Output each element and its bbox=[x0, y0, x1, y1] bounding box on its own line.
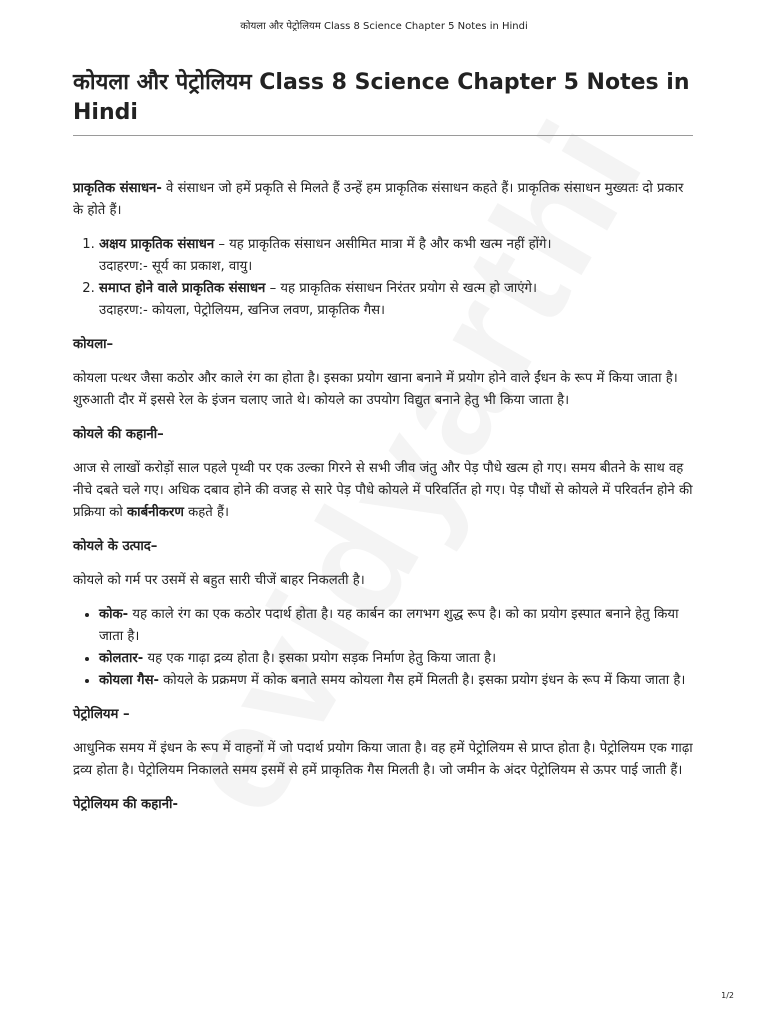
coal-products-paragraph: कोयले को गर्म पर उसमें से बहुत सारी चीजें बाहर निकलती है। bbox=[73, 573, 365, 588]
article-body bbox=[73, 178, 693, 828]
resource-type-term: समाप्त होने वाले प्राकृतिक संसाधन bbox=[99, 281, 266, 296]
intro-term: प्राकृतिक संसाधन- bbox=[73, 181, 162, 196]
page-header: कोयला और पेट्रोलियम Class 8 Science Chapter 5 Notes in Hindi bbox=[240, 21, 528, 32]
list-item bbox=[99, 604, 693, 648]
product-term: कोक- bbox=[99, 607, 129, 622]
list-item bbox=[99, 648, 693, 670]
petroleum-story-heading: पेट्रोलियम की कहानी- bbox=[73, 797, 178, 812]
coal-story-paragraph bbox=[73, 458, 693, 524]
resource-type-text: – यह प्राकृतिक संसाधन निरंतर प्रयोग से खत्म हो जाएंगे। bbox=[265, 281, 537, 296]
coal-products-heading: कोयले के उत्पाद– bbox=[73, 539, 158, 554]
page-number: 1/2 bbox=[721, 991, 734, 1000]
coal-heading: कोयला– bbox=[73, 337, 114, 352]
product-term: कोयला गैस- bbox=[99, 673, 159, 688]
intro-text: वे संसाधन जो हमें प्रकृति से मिलते हैं उन्हें हम प्राकृतिक संसाधन कहते हैं। प्राकृतिक संसाधन मुख्यतः दो प्रकार के होते हैं। bbox=[73, 181, 684, 218]
petroleum-heading: पेट्रोलियम – bbox=[73, 707, 130, 722]
intro-paragraph bbox=[73, 178, 693, 222]
resource-type-text: – यह प्राकृतिक संसाधन असीमित मात्रा में है और कभी खत्म नहीं होंगे। bbox=[214, 237, 552, 252]
coal-story-text: आज से लाखों करोड़ों साल पहले पृथ्वी पर एक उल्का गिरने से सभी जीव जंतु और पेड़ पौधे खत्म हो गए। समय बीतने के साथ वह नीचे दबते चले गए। अधिक दबाव होने की वजह से सारे पेड़ पौधे कोयले में परिवर्तित हो गए। पेड़ पौधों से कोयले में परिवर्तन होने की प्रक्रिया को bbox=[73, 461, 693, 520]
product-text: यह काले रंग का एक कठोर पदार्थ होता है। यह कार्बन का लगभग शुद्ध रूप है। को का प्रयोग इस्पात बनाने हेतु किया जाता है। bbox=[99, 607, 679, 644]
coal-products-list bbox=[73, 604, 693, 692]
resource-type-example: उदाहरण:- कोयला, पेट्रोलियम, खनिज लवण, प्राकृतिक गैस। bbox=[99, 303, 386, 318]
page-title: कोयला और पेट्रोलियम Class 8 Science Chapter 5 Notes in Hindi bbox=[73, 70, 690, 125]
coal-paragraph: कोयला पत्थर जैसा कठोर और काले रंग का होता है। इसका प्रयोग खाना बनाने में प्रयोग होने वाले ईंधन के रूप में किया जाता है। शुरुआती दौर में इससे रेल के इंजन चलाए जाते थे। कोयले का उपयोग विद्युत बनाने हेतु भी किया जाता है। bbox=[73, 371, 678, 408]
list-item bbox=[99, 278, 693, 322]
resource-type-term: अक्षय प्राकृतिक संसाधन bbox=[99, 237, 215, 252]
resource-types-list bbox=[73, 234, 693, 322]
list-item bbox=[99, 670, 693, 692]
coal-story-heading: कोयले की कहानी– bbox=[73, 427, 164, 442]
carbonisation-term: कार्बनीकरण bbox=[127, 505, 184, 520]
petroleum-paragraph: आधुनिक समय में इंधन के रूप में वाहनों में जो पदार्थ प्रयोग किया जाता है। वह हमें पेट्रोलियम से प्राप्त होता है। पेट्रोलियम एक गाढ़ा द्रव्य होता है। पेट्रोलियम निकालते समय इसमें से हमें प्राकृतिक गैस मिलती है। जो जमीन के अंदर पेट्रोलियम से ऊपर पाई जाती हैं। bbox=[73, 741, 693, 778]
product-text: कोयले के प्रक्रमण में कोक बनाते समय कोयला गैस हमें मिलती है। इसका प्रयोग इंधन के रूप में किया जाता है। bbox=[158, 673, 686, 688]
product-text: यह एक गाढ़ा द्रव्य होता है। इसका प्रयोग सड़क निर्माण हेतु किया जाता है। bbox=[143, 651, 497, 666]
title-divider bbox=[73, 135, 693, 136]
coal-story-tail: कहते हैं। bbox=[183, 505, 229, 520]
product-term: कोलतार- bbox=[99, 651, 144, 666]
list-item bbox=[99, 234, 693, 278]
resource-type-example: उदाहरण:- सूर्य का प्रकाश, वायु। bbox=[99, 259, 253, 274]
